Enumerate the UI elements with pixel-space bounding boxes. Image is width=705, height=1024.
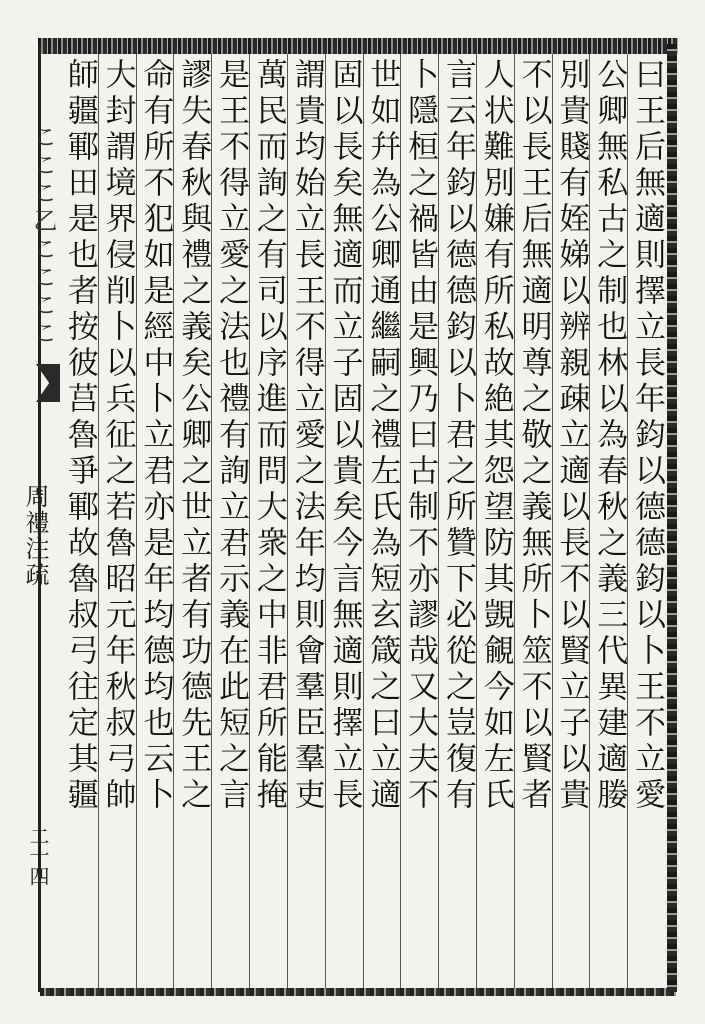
text-column-14: 命有所不犯如是經中卜立君亦是年均德均也云卜 (137, 58, 174, 814)
column-rule (627, 54, 628, 988)
book-title: 周禮注疏 (21, 484, 49, 588)
text-column-9: 固以長矣無適而立子固以貴矣今言無適則擇立長 (326, 58, 363, 814)
column-rule (287, 54, 288, 988)
text-column-13: 謬失春秋與禮之義矣公卿之世立者有功德先王之 (175, 58, 212, 814)
text-column-5: 人状難別嫌有所私故絶其怨望防其覬覦今如左氏 (477, 58, 514, 814)
column-rule (98, 54, 99, 988)
margin-header-marks: こここ乙ここここ (29, 124, 57, 348)
column-rule (325, 54, 326, 988)
column-rule (400, 54, 401, 988)
text-column-6: 言云年鈞以德德鈞以卜君之所贊下必從之豈復有 (439, 58, 476, 814)
text-column-10: 謂貴均始立長王不得立愛之法年均則會羣臣羣吏 (288, 58, 325, 814)
column-rule (249, 54, 250, 988)
top-border (38, 38, 678, 54)
column-rule (211, 54, 212, 988)
text-column-4: 不以長王后無適明尊之敬之義無所卜筮不以賢者 (515, 58, 552, 814)
text-column-16: 師疆鄆田是也者按彼莒魯爭鄆故魯叔弓往定其疆 (61, 58, 98, 814)
right-border (667, 44, 677, 992)
fold-margin (0, 54, 60, 988)
column-rule (476, 54, 477, 988)
fishtail-mark-icon (36, 364, 60, 402)
text-column-15: 大封謂境界侵削卜以兵征之若魯昭元年秋叔弓帥 (99, 58, 136, 814)
column-rule (136, 54, 137, 988)
column-rule (173, 54, 174, 988)
text-column-7: 卜隱桓之禍皆由是興乃曰古制不亦謬哉又大夫不 (402, 58, 439, 814)
text-column-3: 別貴賤有姪娣以辨親疎立適以長不以賢立子以貴 (553, 58, 590, 814)
column-rule (438, 54, 439, 988)
column-rule (552, 54, 553, 988)
column-rule (514, 54, 515, 988)
page-number: 二十四 (26, 826, 50, 886)
text-column-1: 曰王后無適則擇立長年鈞以德德鈞以卜王不立愛 (629, 58, 665, 814)
text-column-12: 是王不得立愛之法也禮有詢立君示義在此短之言 (213, 58, 250, 814)
column-rule (363, 54, 364, 988)
text-column-8: 世如幷為公卿通繼嗣之禮左氏為短玄箴之曰立適 (364, 58, 401, 814)
text-column-11: 萬民而詢之有司以序進而問大衆之中非君所能掩 (250, 58, 287, 814)
text-column-2: 公卿無私古之制也林以為春秋之義三代異建適媵 (591, 58, 628, 814)
bottom-border (40, 988, 676, 996)
column-rule (589, 54, 590, 988)
